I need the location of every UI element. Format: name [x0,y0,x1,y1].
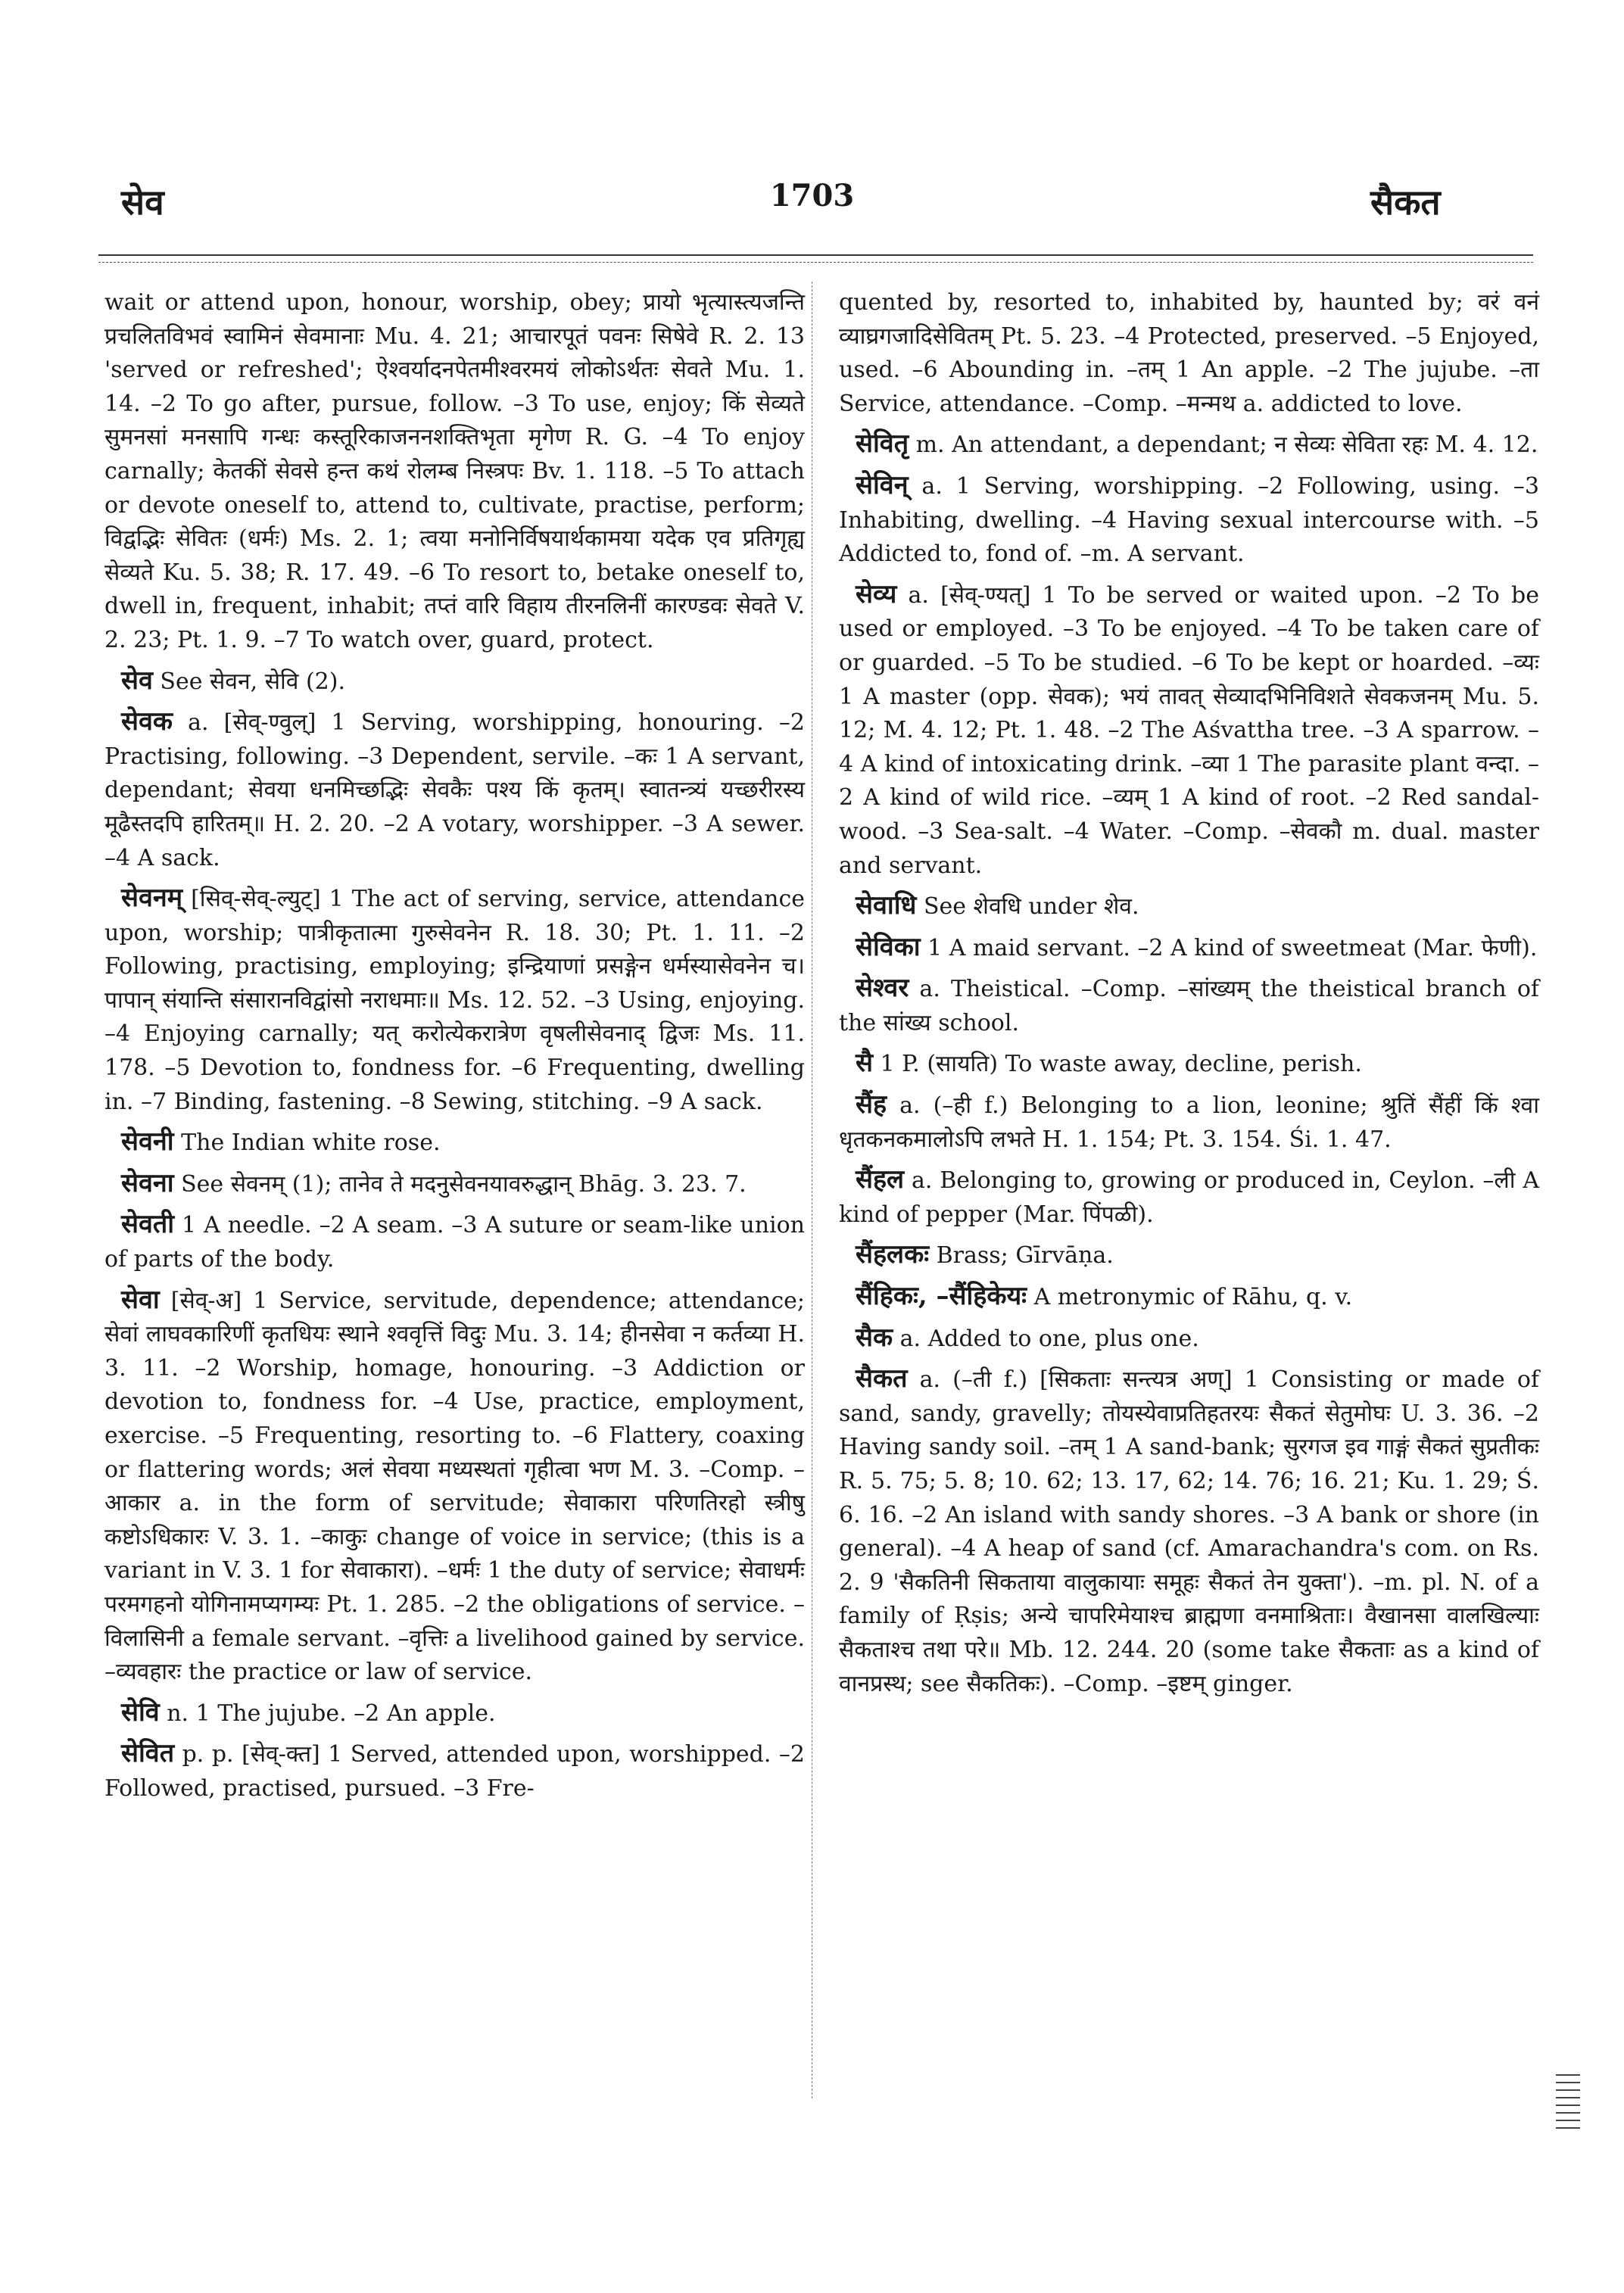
headword: सेश्वर [856,973,909,1004]
entry-text: a. Added to one, plus one. [893,1325,1199,1352]
header-rule [98,254,1533,256]
headword: सेव्य [856,578,897,609]
dictionary-entry [104,664,805,699]
entry-text: wait or attend upon, honour, worship, obey; प्रायो भृत्यास्त्यजन्ति प्रचलितविभवं स्वामिनं सेवमानाः Mu. 4. 21; आचारपूतं पवनः सिषेवे R. 2. 13 'served or refreshed'; ऐश्वर्यादनपेतमीश्वरमयं लोकोऽर्थतः सेवते Mu. 1. 14. –2 To go after, pursue, follow. –3 To use, enjoy; किं सेव्यते सुमनसां मनसापि गन्धः कस्तूरिकाजननशक्तिभृता मृगेण R. G. –4 To enjoy carnally; केतकीं सेवसे हन्त कथं रोलम्ब निस्त्रपः Bv. 1. 118. –5 To attach or devote oneself to, attend to, cultivate, practise, perform; विद्वद्भिः सेवितः (धर्मः) Ms. 2. 1; त्वया मनोनिर्विषयार्थकामया यदेक एव प्रतिगृह्य सेव्यते Ku. 5. 38; R. 17. 49. –6 To resort to, betake oneself to, dwell in, frequent, inhabit; तप्तं वारि विहाय तीरनलिनीं कारण्डवः सेवते V. 2. 23; Pt. 1. 9. –7 To watch over, guard, protect. [104,289,805,653]
entry-text: See सेवन, सेवि (2). [152,668,346,695]
entry-text: [सेव्-अ] 1 Service, servitude, dependence; attendance; सेवां लाघवकारिणीं कृतधियः स्थाने श्ववृत्तिं विदुः Mu. 3. 14; हीनसेवा न कर्तव्या H. 3. 11. –2 Worship, homage, honouring. –3 Addiction or devotion to, fondness for. –4 Use, practice, employment, exercise. –5 Frequenting, resorting to. –6 Flattery, coaxing or flattering words; अलं सेवया मध्यस्थतां गृहीत्वा भण M. 3. –Comp. –आकार a. in the form of servitude; सेवाकारा परिणतिरहो स्त्रीषु कष्टोऽधिकारः V. 3. 1. –काकुः change of voice in service; (this is a variant in V. 3. 1 for सेवाकारा). –धर्मः 1 the duty of service; सेवाधर्मः परमगहनो योगिनामप्यगम्यः Pt. 1. 285. –2 the obligations of service. –विलासिनी a female servant. –वृत्तिः a livelihood gained by service. –व्यवहारः the practice or law of service. [104,1287,805,1686]
dictionary-entry [104,1167,805,1202]
headword: सेवि [121,1696,160,1728]
headword: सेवती [121,1209,175,1240]
headword: सेवक [121,706,173,737]
entry-text: n. 1 The jujube. –2 An apple. [159,1699,496,1727]
entry-text: a. [सेव्-ण्यत्] 1 To be served or waited upon. –2 To be used or employed. –3 To be enjoyed. –4 To be taken care of or guarded. –5 To be studied. –6 To be kept or hoarded. –व्यः 1 A master (opp. सेवक); भयं तावत् सेव्यादभिनिविशते सेवकजनम् Mu. 5. 12; M. 4. 12; Pt. 1. 48. –2 The Aśvattha tree. –3 A sparrow. –4 A kind of intoxicating drink. –व्या 1 The parasite plant वन्दा. –2 A kind of wild rice. –व्यम् 1 A kind of root. –2 Red sandal-wood. –3 Sea-salt. –4 Water. –Comp. –सेवकौ m. dual. master and servant. [839,581,1539,879]
entry-text: 1 P. (सायति) To waste away, decline, perish. [872,1051,1362,1078]
dictionary-entry [839,1238,1539,1273]
dictionary-entry [104,1737,805,1805]
dictionary-entry [839,1321,1539,1357]
dictionary-entry [839,1046,1539,1082]
headword: सेविका [856,931,921,962]
page-edge-marks [1556,2074,1580,2129]
entry-text: See शेवधि under शेव. [916,893,1139,921]
headword: सेवाधि [856,890,917,921]
entry-text: p. p. [सेव्-क्त] 1 Served, attended upon, worshipped. –2 Followed, practised, pursued. –3 Fre- [104,1741,805,1802]
dictionary-entry [839,930,1539,966]
dictionary-entry [839,578,1539,883]
headword: सैंहल [856,1164,905,1195]
dictionary-entry [839,286,1539,421]
headword: सेवनी [121,1126,174,1157]
headword: सैंहिकः, –सैंहिकेयः [856,1281,1027,1312]
headword: सेवित [121,1738,175,1769]
entry-text: The Indian white rose. [173,1129,441,1157]
headword: सैकत [856,1363,908,1394]
headword: सेवना [121,1167,174,1198]
entry-text: a. (–ती f.) [सिकताः सन्त्यत्र अण्] 1 Consisting or made of sand, sandy, gravelly; तोयस्येवाप्रतिहतरयः सैकतं सेतुमोघः U. 3. 36. –2 Having sandy soil. –तम् 1 A sand-bank; सुरगज इव गाङ्गं सैकतं सुप्रतीकः R. 5. 75; 5. 8; 10. 62; 13. 17, 62; 14. 76; 16. 21; Ku. 1. 29; Ś. 6. 16. –2 An island with sandy shores. –3 A bank or shore (in general). –4 A heap of sand (cf. Amarachandra's com. on Rs. 2. 9 'सैकतिनी सिकताया वालुकायाः समूहः सैकतं तेन युक्ता'). –m. pl. N. of a family of Ṛṣis; अन्ये चापरिमेयाश्च ब्राह्मणा वनमाश्रिताः। वैखानसा वालखिल्याः सैकताश्च तथा परे॥ Mb. 12. 244. 20 (some take सैकताः as a kind of वानप्रस्थ; see सैकतिकः). –Comp. –इष्टम् ginger. [839,1366,1539,1697]
dictionary-entry [104,286,805,658]
entry-text: a. Theistical. –Comp. –सांख्यम् the theistical branch of the सांख्य school. [839,976,1539,1036]
entry-text: a. Belonging to, growing or produced in, Ceylon. –ली A kind of pepper (Mar. पिंपळी). [839,1167,1539,1228]
headword: सेवितृ [856,428,909,460]
dictionary-entry [839,889,1539,924]
entry-text: Brass; Gīrvāṇa. [929,1242,1114,1270]
headword: सेवा [121,1284,160,1315]
entry-text: a. 1 Serving, worshipping. –2 Following, using. –3 Inhabiting, dwelling. –4 Having sexual intercourse with. –5 Addicted to, fond of. –m. A servant. [839,472,1539,568]
headword: सेविन् [856,469,909,500]
headword: सेवनम् [121,883,183,914]
dictionary-entry [839,1163,1539,1232]
dictionary-entry [839,427,1539,463]
headword: सैंह [856,1089,887,1120]
entry-text: 1 A needle. –2 A seam. –3 A suture or seam-like union of parts of the body. [104,1212,805,1273]
entry-text: See सेवनम् (1); तानेव ते मदनुसेवनयावरुद्धान् Bhāg. 3. 23. 7. [173,1170,747,1198]
dictionary-entry [104,705,805,875]
entry-text: m. An attendant, a dependant; न सेव्यः सेविता रहः M. 4. 12. [909,431,1538,459]
dictionary-entry [104,881,805,1119]
guide-word-right: सैकत [1370,182,1441,223]
dictionary-entry [839,971,1539,1040]
entry-text: a. (–ही f.) Belonging to a lion, leonine; श्रुतिं सैंहीं किं श्वा धृतकनकमालोऽपि लभते H. 1. 154; Pt. 3. 154. Śi. 1. 47. [839,1092,1539,1153]
entry-text: A metronymic of Rāhu, q. v. [1027,1284,1353,1311]
left-column [104,286,805,1812]
entry-text: quented by, resorted to, inhabited by, haunted by; वरं वनं व्याघ्रगजादिसेवितम् Pt. 5. 23. –4 Protected, preserved. –5 Enjoyed, used. –6 Abounding in. –तम् 1 An apple. –2 The jujube. –ता Service, attendance. –Comp. –मन्मथ a. addicted to love. [839,289,1539,417]
headword: सेव [121,665,153,696]
dictionary-entry [839,1279,1539,1315]
dictionary-entry [839,1362,1539,1701]
entry-text: [सिव्-सेव्-ल्युट्] 1 The act of serving, service, attendance upon, worship; पात्रीकृतात्मा गुरुसेवनेन R. 18. 30; Pt. 1. 11. –2 Following, practising, employing; इन्द्रियाणां प्रसङ्गेन धर्मस्यासेवनेन च। पापान् संयान्ति संसारानविद्वांसो नराधमाः॥ Ms. 12. 52. –3 Using, enjoying. –4 Enjoying carnally; यत् करोत्येकरात्रेण वृषलीसेवनाद् द्विजः Ms. 11. 178. –5 Devotion to, fondness for. –6 Frequenting, dwelling in. –7 Binding, fastening. –8 Sewing, stitching. –9 A sack. [104,886,805,1115]
entry-text: a. [सेव्-ण्वुल्] 1 Serving, worshipping, honouring. –2 Practising, following. –3 Dependent, servile. –कः 1 A servant, dependant; सेवया धनमिच्छद्भिः सेवकैः पश्य किं कृतम्। स्वातन्त्र्यं यच्छरीरस्य मूढैस्तदपि हारितम्॥ H. 2. 20. –2 A votary, worshipper. –3 A sewer. –4 A sack. [104,709,805,871]
dictionary-entry [104,1696,805,1731]
headword: सैंहलकः [856,1239,930,1270]
page-number: 1703 [769,178,855,213]
header-rule-dashed [98,262,1533,263]
dictionary-entry [104,1283,805,1690]
dictionary-entry [104,1207,805,1276]
dictionary-entry [839,1088,1539,1157]
entry-text: 1 A maid servant. –2 A kind of sweetmeat (Mar. फेणी). [920,934,1538,961]
dictionary-entry [839,469,1539,572]
dictionary-entry [104,1125,805,1161]
guide-word-left: सेव [121,182,164,223]
headword: सैक [856,1322,893,1353]
right-column [839,286,1539,1707]
headword: सै [856,1048,873,1079]
